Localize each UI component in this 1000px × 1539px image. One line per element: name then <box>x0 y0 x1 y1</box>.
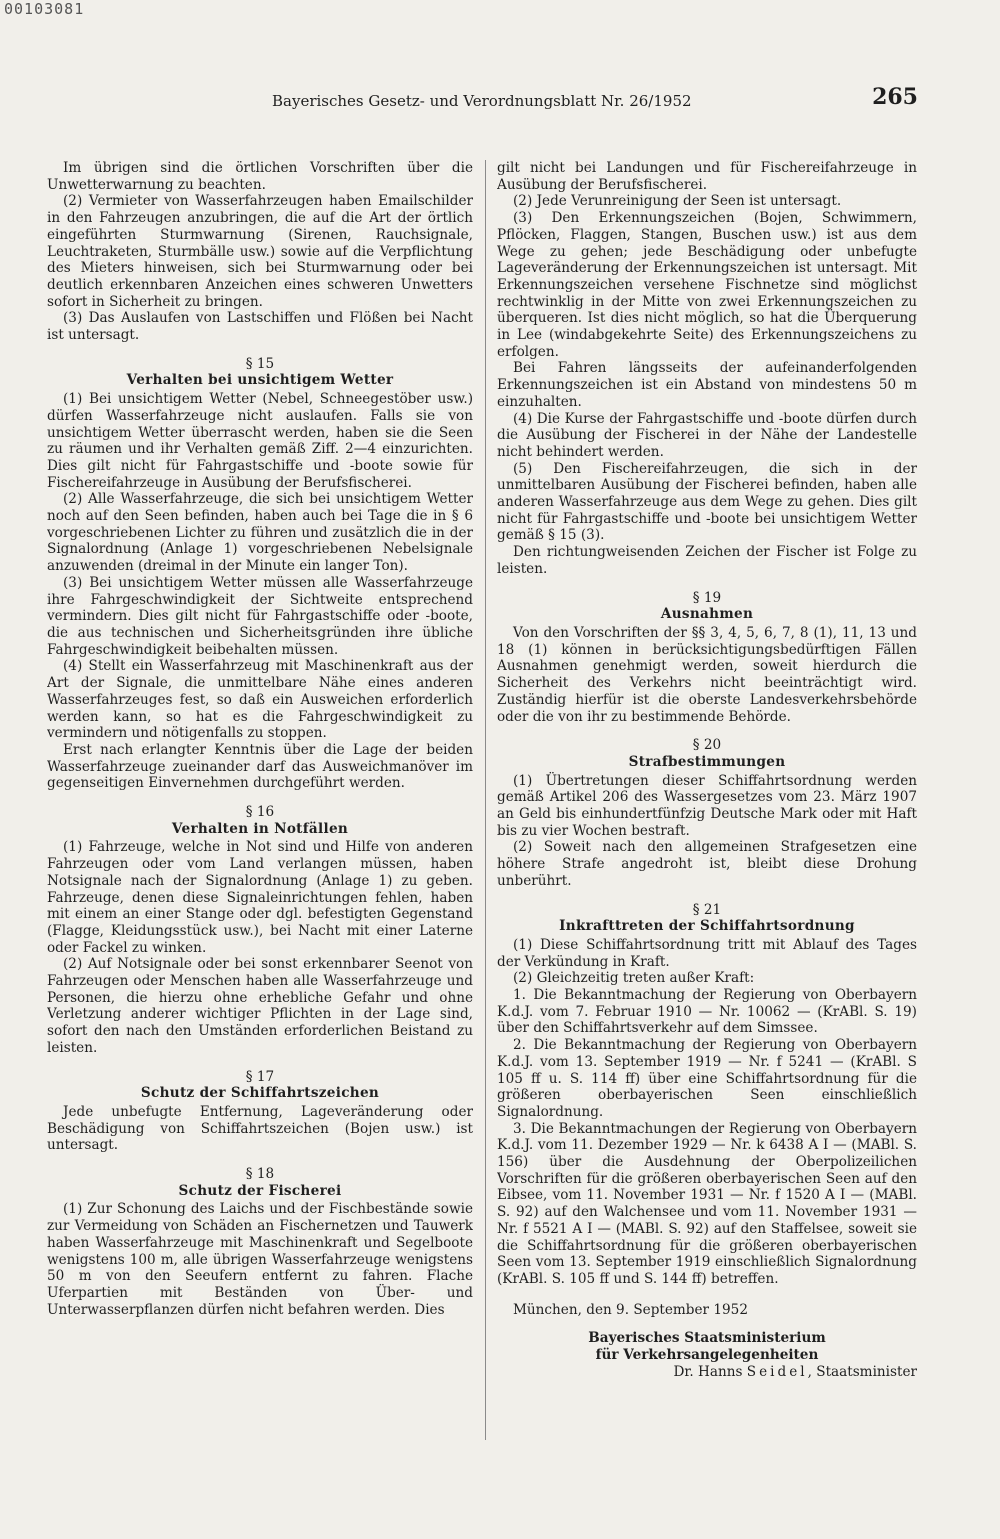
paragraph: (1) Diese Schiffahrtsordnung tritt mit Ablauf des Tages der Verkündung in Kraft. <box>497 936 917 970</box>
signature-name <box>497 1364 917 1381</box>
paragraph: (2) Soweit nach den allgemeinen Strafgesetzen eine höhere Strafe angedroht ist, bleibt diese Drohung unberührt. <box>497 839 917 889</box>
section-title: Verhalten bei unsichtigem Wetter <box>126 372 394 389</box>
signature-surname: Seidel <box>746 1363 808 1380</box>
section-number: § 17 <box>245 1068 275 1085</box>
journal-title: Bayerisches Gesetz- und Verordnungsblatt Nr. 26/1952 <box>272 92 692 110</box>
paragraph: 2. Die Bekanntmachung der Regierung von Oberbayern K.d.J. vom 13. September 1919 — Nr. f 5241 — (KrABl. S 105 ff u. S. 114 ff) über eine Schiffahrtsordnung für die größeren oberbayerischen Seen einschließlich Signalordnung. <box>497 1037 917 1120</box>
paragraph: Bei Fahren längsseits der aufeinanderfolgenden Erkennungszeichen ist ein Abstand von mindestens 50 m einzuhalten. <box>497 360 917 410</box>
paragraph: gilt nicht bei Landungen und für Fischereifahrzeuge in Ausübung der Berufsfischerei. <box>497 160 917 193</box>
signature-title: , Staatsminister <box>807 1363 917 1380</box>
paragraph: (4) Die Kurse der Fahrgastschiffe und -boote dürfen durch die Ausübung der Fischerei in der Nähe der Landestelle nicht behindert werden. <box>497 410 917 460</box>
paragraph: Von den Vorschriften der §§ 3, 4, 5, 6, 7, 8 (1), 11, 13 und 18 (1) können in berücksichtigungsbedürftigen Fällen Ausnahmen genehmigt werden, soweit hierdurch die Sicherheit des Verkehrs nicht beeinträchtigt wird. Zuständig hierfür ist die oberste Landesverkehrsbehörde oder die von ihr zu bestimmende Behörde. <box>497 624 917 725</box>
paragraph: (1) Bei unsichtigem Wetter (Nebel, Schneegestöber usw.) dürfen Wasserfahrzeuge nicht auslaufen. Falls sie von unsichtigem Wetter überrascht werden, haben sie die Seen zu räumen und ihr Verhalten gemäß Ziff. 2—4 einzurichten. Dies gilt nicht für Fahrgastschiffe und -boote sowie für Fischereifahrzeuge in Ausübung der Berufsfischerei. <box>47 391 473 491</box>
paragraph: (5) Den Fischereifahrzeugen, die sich in der unmittelbaren Ausübung der Fischerei befinden, haben alle anderen Wasserfahrzeuge aus dem Wege zu gehen. Dies gilt nicht für Fahrgastschiffe und -boote bei unsichtigem Wetter gemäß § 15 (3). <box>497 460 917 544</box>
paragraph: (4) Stellt ein Wasserfahrzeug mit Maschinenkraft aus der Art der Signale, die unmittelbare Nähe eines anderen Wasserfahrzeuges fest, so daß ein Ausweichen erforderlich werden kann, so hat es die Fahrgeschwindigkeit zu vermindern und nötigenfalls zu stoppen. <box>47 658 473 742</box>
paragraph: (2) Jede Verunreinigung der Seen ist untersagt. <box>513 193 842 210</box>
section-number: § 15 <box>245 355 275 372</box>
section-number: § 20 <box>692 737 722 754</box>
signature-date: München, den 9. September 1952 <box>513 1301 748 1318</box>
paragraph: Im übrigen sind die örtlichen Vorschriften über die Unwetterwarnung zu beachten. <box>47 160 473 193</box>
section-number: § 16 <box>245 804 275 821</box>
signature-department: für Verkehrsangelegenheiten <box>595 1347 819 1364</box>
paragraph: 3. Die Bekanntmachungen der Regierung von Oberbayern K.d.J. vom 11. Dezember 1929 — Nr. k 6438 A I — (MABl. S. 156) über die Ausdehnung der Oberpolizeilichen Vorschriften für die größeren oberbayerischen Seen auf den Eibsee, vom 11. November 1931 — Nr. f 1520 A I — (MABl. S. 92) auf den Walchensee und vom 11. November 1931 — Nr. f 5521 A I — (MABl. S. 92) auf den Staffelsee, soweit sie die Schiffahrtsordnung für die größeren oberbayerischen Seen vom 13. September 1919 einschließlich Signalordnung (KrABl. S. 105 ff und S. 144 ff) betreffen. <box>497 1120 917 1287</box>
section-title: Verhalten in Notfällen <box>171 820 349 837</box>
paragraph: Erst nach erlangter Kenntnis über die Lage der beiden Wasserfahrzeuge zueinander darf das Ausweichmanöver im gegenseitigen Einvernehmen durchgeführt werden. <box>47 741 473 792</box>
paragraph: 1. Die Bekanntmachung der Regierung von Oberbayern K.d.J. vom 7. Februar 1910 — Nr. 10062 — (KrABl. S. 19) über den Schiffahrtsverkehr auf dem Simssee. <box>497 987 917 1037</box>
paragraph: (3) Bei unsichtigem Wetter müssen alle Wasserfahrzeuge ihre Fahrgeschwindigkeit der Sichtweite entsprechend vermindern. Dies gilt nicht für Fahrgastschiffe oder -boote, die aus technischen und Sicherheitsgründen ihre übliche Fahrgeschwindigkeit beibehalten müssen. <box>47 574 473 658</box>
paragraph: (2) Vermieter von Wasserfahrzeugen haben Emailschilder in den Fahrzeugen anzubringen, die auf die Art der örtlich eingeführten Sturmwarnung (Sirenen, Rauchsignale, Leuchtraketen, Sturmbälle usw.) sowie auf die Verpflichtung des Mieters hinweisen, sich bei Sturmwarnung oder bei deutlich erkennbaren Anzeichen eines schweren Unwetters sofort in Sicherheit zu bringen. <box>47 193 473 310</box>
section-title: Schutz der Fischerei <box>178 1182 342 1199</box>
paragraph: (1) Übertretungen dieser Schiffahrtsordnung werden gemäß Artikel 206 des Wassergesetzes vom 23. März 1907 an Geld bis einhundertfünfzig Deutsche Mark oder mit Haft bis zu vier Wochen bestraft. <box>497 772 917 839</box>
signature-prefix: Dr. Hanns <box>673 1363 743 1380</box>
section-number: § 21 <box>692 901 722 918</box>
paragraph: Jede unbefugte Entfernung, Lageveränderung oder Beschädigung von Schiffahrtszeichen (Bojen usw.) ist untersagt. <box>47 1103 473 1154</box>
signature-ministry: Bayerisches Staatsministerium <box>588 1330 826 1347</box>
paragraph: (2) Alle Wasserfahrzeuge, die sich bei unsichtigem Wetter noch auf den Seen befinden, haben auch bei Tage die in § 6 vorgeschriebenen Lichter zu führen und zusätzlich die in der Signalordnung (Anlage 1) vorgeschriebenen Nebelsignale anzuwenden (dreimal in der Minute ein langer Ton). <box>47 491 473 575</box>
left-column <box>47 160 473 1445</box>
page-number: 265 <box>872 84 918 110</box>
page-header <box>272 84 918 116</box>
paragraph: Den richtungweisenden Zeichen der Fischer ist Folge zu leisten. <box>497 544 917 577</box>
archive-stamp: 00103081 <box>4 0 85 18</box>
section-number: § 18 <box>245 1166 275 1183</box>
section-title: Strafbestimmungen <box>628 753 786 770</box>
column-divider <box>485 160 486 1440</box>
paragraph: (3) Den Erkennungszeichen (Bojen, Schwimmern, Pflöcken, Flaggen, Stangen, Buschen usw.) ist aus dem Wege zu gehen; jede Beschädigung oder unbefugte Lageveränderung der Erkennungszeichen ist untersagt. Mit Erkennungszeichen versehene Fischnetze sind möglichst rechtwinklig in der Mitte von zwei Erkennungszeichen zu überqueren. Ist dies nicht möglich, so hat die Überquerung in Lee (windabgekehrte Seite) des Erkennungszeichens zu erfolgen. <box>497 210 917 360</box>
section-title: Inkrafttreten der Schiffahrtsordnung <box>559 918 855 935</box>
paragraph: (1) Zur Schonung des Laichs und der Fischbestände sowie zur Vermeidung von Schäden an Fischernetzen und Tauwerk haben Wasserfahrzeuge mit Maschinenkraft und Segelboote wenigstens 100 m, alle übrigen Wasserfahrzeuge wenigstens 50 m von den Seeufern entfernt zu fahren. Flache Uferpartien mit Beständen von Über- und Unterwasserpflanzen dürfen nicht befahren werden. Dies <box>47 1201 473 1318</box>
section-number: § 19 <box>692 589 722 606</box>
right-column <box>497 160 917 1445</box>
paragraph: (1) Fahrzeuge, welche in Not sind und Hilfe von anderen Fahrzeugen oder vom Land verlangen müssen, haben Notsignale nach der Signalordnung (Anlage 1) zu geben. Fahrzeuge, denen diese Signaleinrichtungen fehlen, haben mit einem an einer Stange oder dgl. befestigten Gegenstand (Flagge, Kleidungsstück usw.), bei Nacht mit einer Laterne oder Fackel zu winken. <box>47 839 473 956</box>
paragraph: (3) Das Auslaufen von Lastschiffen und Flößen bei Nacht ist untersagt. <box>47 310 473 344</box>
section-title: Ausnahmen <box>660 606 754 623</box>
paragraph: (2) Gleichzeitig treten außer Kraft: <box>513 970 755 987</box>
paragraph: (2) Auf Notsignale oder bei sonst erkennbarer Seenot von Fahrzeugen oder Menschen haben alle Wasserfahrzeuge und Personen, die hierzu ohne erhebliche Gefahr und ohne Verletzung anderer wichtiger Pflichten in der Lage sind, sofort den nach den Umständen erforderlichen Beistand zu leisten. <box>47 956 473 1056</box>
section-title: Schutz der Schiffahrtszeichen <box>140 1085 380 1102</box>
